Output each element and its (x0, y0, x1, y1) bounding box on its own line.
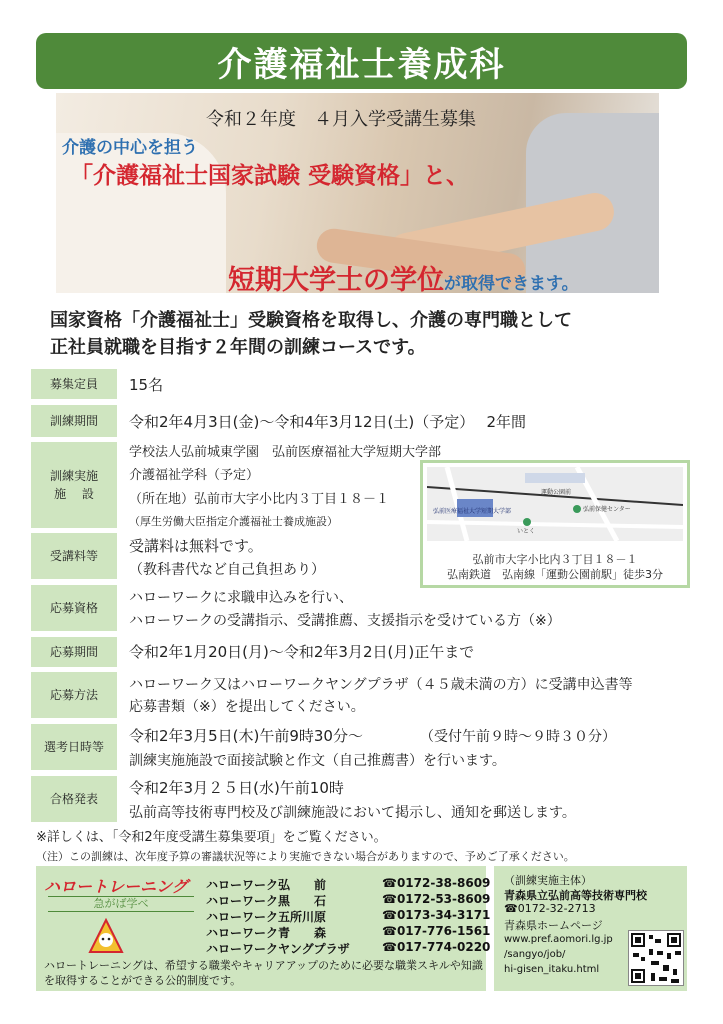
result-line-1: 令和2年3月２５日(水)午前10時 (129, 779, 344, 797)
label-capacity: 募集定員 (31, 369, 117, 399)
fee-line-1: 受講料は無料です。 (129, 537, 263, 555)
facility-line-3: （所在地）弘前市大字小比内３丁目１８－１ (129, 492, 390, 507)
selection-line-2: 訓練実施施設で面接試験と作文（自己推薦書）を行います。 (129, 753, 506, 769)
map-address: 弘前市大字小比内３丁目１８－１ (472, 553, 638, 566)
office-name: ハローワーク青 森 (206, 926, 327, 940)
map-building-top (525, 473, 585, 483)
office-aomori (206, 924, 491, 941)
eligibility-line-1: ハローワークに求職申込みを行い、 (129, 590, 353, 606)
map-image (427, 467, 683, 541)
lead-line-1: 国家資格「介護福祉士」受験資格を取得し、介護の専門職として (50, 310, 572, 331)
hellotraining-slogan: 急がば学べ (48, 896, 194, 912)
result-line-2: 弘前高等技術専門校及び訓練施設において掲示し、通知を郵送します。 (129, 805, 576, 821)
facility-line-4: （厚生労働大臣指定介護福祉士養成施設） (129, 515, 338, 528)
label-eligibility: 応募資格 (31, 585, 117, 631)
label-selection: 選考日時等 (31, 724, 117, 770)
label-facility-1: 訓練実施 (49, 469, 98, 483)
hellowork-box (36, 866, 491, 991)
note-disclaimer: （注）この訓練は、次年度予算の審議状況等により実施できない場合がありますので、予めご了承ください。 (36, 850, 575, 863)
office-phone: ☎0172-53-8609 (382, 892, 491, 906)
label-result: 合格発表 (31, 776, 117, 822)
office-phone: ☎0173-34-3171 (382, 908, 491, 922)
organizer-url-3[interactable]: hi-gisen_itaku.html (504, 964, 600, 975)
office-name: ハローワーク五所川原 (206, 910, 327, 924)
hero-degree-suffix: が取得できます。 (444, 274, 579, 293)
label-fee: 受講料等 (31, 533, 117, 579)
hellotraining-description: ハロートレーニングは、希望する職業やキャリアアップのために必要な職業スキルや知識を取得することができる公的制度です。 (44, 959, 483, 987)
map-access: 弘南鉄道 弘南線「運動公園前駅」徒歩3分 (447, 568, 663, 581)
eligibility-line-2: ハローワークの受講指示、受講推薦、支援指示を受けている方（※） (129, 613, 561, 629)
hero-degree: 短期大学士の学位 (228, 265, 444, 293)
office-phone: ☎017-774-0220 (382, 940, 491, 954)
organizer-phone: ☎0172-32-2713 (504, 902, 596, 915)
label-facility-2: 施 設 (54, 487, 94, 501)
mascot-icon (88, 918, 124, 954)
access-map (420, 460, 690, 588)
title-banner (36, 33, 687, 89)
map-center-label: 弘前保健センター (583, 506, 631, 513)
facility-line-2: 介護福祉学科（予定） (129, 468, 260, 483)
label-app-period: 応募期間 (31, 637, 117, 667)
method-line-2: 応募書類（※）を提出してください。 (129, 699, 365, 715)
qr-code-icon[interactable] (628, 930, 684, 986)
map-center-marker (573, 505, 581, 513)
office-phone: ☎0172-38-8609 (382, 876, 491, 890)
office-goshogawara (206, 908, 491, 925)
organizer-url-2[interactable]: /sangyo/job/ (504, 949, 566, 960)
office-name: ハローワーク弘 前 (206, 878, 327, 892)
organizer-url-1[interactable]: www.pref.aomori.lg.jp (504, 934, 613, 945)
organizer-box (494, 866, 687, 991)
label-facility (31, 442, 117, 528)
office-kuroishi (206, 892, 491, 909)
label-method: 応募方法 (31, 672, 117, 718)
page-title: 介護福祉士養成科 (217, 44, 506, 85)
hero-subtitle: 介護の中心を担う (62, 138, 198, 158)
value-capacity: 15名 (129, 376, 164, 394)
map-shop-marker (523, 518, 531, 526)
fee-line-2: （教科書代など自己負担あり） (129, 562, 325, 578)
note-details: ※詳しくは、「令和2年度受講生募集要項」をご覧ください。 (36, 830, 387, 845)
hero-degree-line (228, 258, 579, 293)
method-line-1: ハローワーク又はハローワークヤングプラザ（４５歳未満の方）に受講申込書等 (129, 677, 633, 693)
label-period: 訓練期間 (31, 405, 117, 437)
selection-line-1: 令和2年3月5日(木)午前9時30分～ (129, 727, 363, 745)
lead-text (50, 307, 690, 361)
office-hirosaki (206, 876, 491, 893)
value-app-period: 令和2年1月20日(月)～令和2年3月2日(月)正午まで (129, 643, 475, 661)
map-shop-label: いとく (517, 528, 536, 535)
organizer-heading: （訓練実施主体） (504, 874, 592, 887)
value-period: 令和2年4月3日(金)～令和4年3月12日(土)（予定） 2年間 (129, 413, 527, 431)
hero-recruit-line: 令和２年度 ４月入学受講生募集 (206, 109, 476, 130)
office-name: ハローワーク黒 石 (206, 894, 327, 908)
facility-line-1: 学校法人弘前城東学園 弘前医療福祉大学短期大学部 (129, 445, 442, 460)
hero-qualification: 「介護福祉士国家試験 受験資格」と、 (70, 163, 470, 189)
map-station-label: 運動公園前 (541, 489, 572, 496)
organizer-homepage: 青森県ホームページ (504, 919, 603, 932)
hellotraining-logo: ハロートレーニング (44, 877, 188, 896)
map-svg (427, 467, 683, 541)
office-phone: ☎017-776-1561 (382, 924, 491, 938)
selection-reception: （受付午前９時～９時３０分） (420, 729, 616, 745)
office-name: ハローワークヤングプラザ (206, 942, 350, 956)
office-youngplaza (206, 940, 491, 957)
hero-image (56, 93, 659, 293)
map-univ-label: 弘前医療福祉大学短期大学部 (433, 508, 512, 515)
organizer-name: 青森県立弘前高等技術専門校 (504, 889, 647, 902)
lead-line-2: 正社員就職を目指す２年間の訓練コースです。 (50, 337, 426, 358)
